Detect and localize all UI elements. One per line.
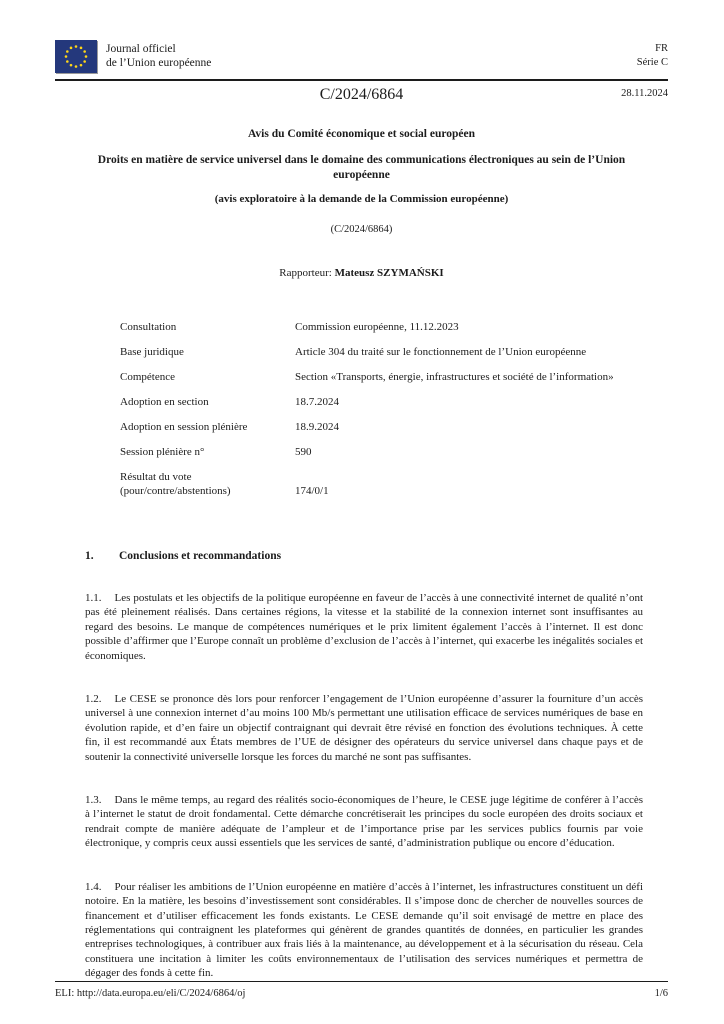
- meta-label-adoption-section: Adoption en section: [120, 396, 209, 408]
- journal-title: [106, 40, 211, 70]
- subject-title: Droits en matière de service universel dans le domaine des communications électroniques au sein de l’Union européenne: [97, 154, 626, 181]
- page-number: 1/6: [654, 988, 668, 999]
- table-row: [120, 470, 668, 498]
- paragraph-text: Dans le même temps, au regard des réalités socio-économiques de l’heure, le CESE juge légitime de conférer à l’accès à l’internet le statut de droit fondamental. Cette démarche concrétiserait les principes du socle européen des droits sociaux et rendrait compte de manière adéquate de l’ampleur et de l’importance prise par les services publics fournis par voie électronique, y compris ceux aussi essentiels que les services de santé, d’administration publique ou encore d’éducation.: [85, 794, 643, 850]
- meta-label-resultat-vote-line1: Résultat du vote: [120, 471, 192, 483]
- journal-title-line1: Journal officiel: [106, 43, 176, 55]
- eu-flag-stars: [55, 40, 97, 73]
- meta-value-adoption-section: 18.7.2024: [295, 396, 339, 408]
- page-footer: [55, 981, 668, 999]
- doc-reference: (C/2024/6864): [330, 224, 393, 235]
- section-number: 1.: [85, 550, 94, 562]
- meta-label-base-juridique: Base juridique: [120, 346, 184, 358]
- masthead-right: [637, 40, 668, 70]
- series-label: Série C: [636, 57, 668, 68]
- paragraph-number: 1.2.: [85, 693, 102, 706]
- paragraph-text: Les postulats et les objectifs de la politique européenne en faveur de l’accès à une connectivité internet de qualité n’ont pas été pleinement réalisés. Dans certaines régions, la vitesse et la stabilité de la connexion internet sont insuffisantes au regard des besoins. Le manque de compétences numériques et le prix limitent également l’accès à l’internet. Il est donc possible d’affirmer que l’Europe connaît un problème d’exclusion de l’accès à l’internet, qui exacerbe les inégalités sociales et économiques.: [85, 592, 643, 662]
- document-number: C/2024/6864: [319, 86, 404, 103]
- header-rule: [55, 79, 668, 81]
- meta-label-consultation: Consultation: [120, 321, 177, 333]
- footer-row: [55, 982, 668, 999]
- table-row: [120, 420, 668, 434]
- meta-label-resultat-vote-line2: (pour/contre/abstentions): [120, 485, 231, 497]
- exploratory-subtitle: (avis exploratoire à la demande de la Commission européenne): [214, 193, 509, 205]
- masthead: [55, 40, 668, 73]
- table-row: [120, 370, 668, 384]
- docnum-row: [55, 86, 668, 108]
- table-row: [120, 445, 668, 459]
- rapporteur-label: Rapporteur:: [279, 267, 332, 279]
- paragraph-1-4: [85, 880, 643, 981]
- meta-value-competence: Section «Transports, énergie, infrastructures et société de l’information»: [295, 371, 614, 383]
- eu-flag-icon: [55, 40, 97, 73]
- table-row: [120, 320, 668, 334]
- journal-title-line2: de l’Union européenne: [106, 57, 212, 69]
- meta-value-session-pleniere: 590: [295, 446, 312, 458]
- paragraph-1-1: [85, 591, 643, 663]
- meta-label-competence: Compétence: [120, 371, 175, 383]
- paragraph-number: 1.4.: [85, 880, 102, 893]
- meta-value-consultation: Commission européenne, 11.12.2023: [295, 321, 459, 333]
- section-body: [85, 550, 643, 981]
- paragraph-1-3: [85, 793, 643, 851]
- paragraph-number: 1.1.: [85, 592, 102, 604]
- meta-label-resultat-vote: [120, 470, 295, 498]
- rapporteur-line: [55, 267, 668, 279]
- meta-value-base-juridique: Article 304 du traité sur le fonctionnement de l’Union européenne: [295, 346, 587, 358]
- rapporteur-name: Mateusz SZYMAŃSKI: [334, 267, 444, 279]
- meta-table: [120, 320, 668, 498]
- table-row: [120, 395, 668, 409]
- language-code: FR: [655, 43, 668, 54]
- table-row: [120, 345, 668, 359]
- meta-label-session-pleniere: Session plénière n°: [120, 446, 205, 458]
- title-block: [55, 128, 668, 279]
- eli-link[interactable]: ELI: http://data.europa.eu/eli/C/2024/6864/oj: [55, 988, 246, 999]
- opinion-title: Avis du Comité économique et social européen: [247, 128, 475, 140]
- paragraph-text: Le CESE se prononce dès lors pour renforcer l’engagement de l’Union européenne d’assurer la fourniture d’un accès universel à une connexion internet d’au moins 100 Mb/s permettant une utilisation efficace de services numériques de base en évolution rapide, et d’en faire un objectif contraignant qui devrait être révisé en fonction des évolutions techniques. À cette fin, il est recommandé aux États membres de l’UE de désigner des opérateurs du service universel dans chaque pays et de soutenir la connectivité universelle lorsque les forces du marché ne sont pas suffisantes.: [85, 693, 643, 763]
- meta-value-adoption-pleniere: 18.9.2024: [295, 421, 339, 433]
- paragraph-text: Pour réaliser les ambitions de l’Union européenne en matière d’accès à l’internet, les infrastructures constituent un défi notoire. En la matière, les besoins d’investissement sont considérables. Il s’impose donc de chercher de nouvelles sources de financement et d’utiliser efficacement les fonds existants. Le CESE demande qu’il soit envisagé de mettre en place des réglementations qui contraignent les plateformes qui génèrent de grandes quantités de données, en particulier les grandes entreprises technologiques, à contribuer aux frais liés à la maintenance, au développement et à la sécurisation du réseau. Cela constituera une incitation à limiter les coûts environnementaux de l’utilisation des services numériques et permettra de dégager des fonds à cette fin.: [85, 880, 643, 980]
- meta-label-adoption-pleniere: Adoption en session plénière: [120, 421, 248, 433]
- meta-value-resultat-vote: 174/0/1: [295, 485, 329, 497]
- paragraph-1-2: [85, 692, 643, 764]
- section-heading: [85, 550, 643, 562]
- paragraph-number: 1.3.: [85, 794, 102, 807]
- section-heading-text: Conclusions et recommandations: [119, 550, 282, 562]
- publication-date: 28.11.2024: [621, 88, 668, 99]
